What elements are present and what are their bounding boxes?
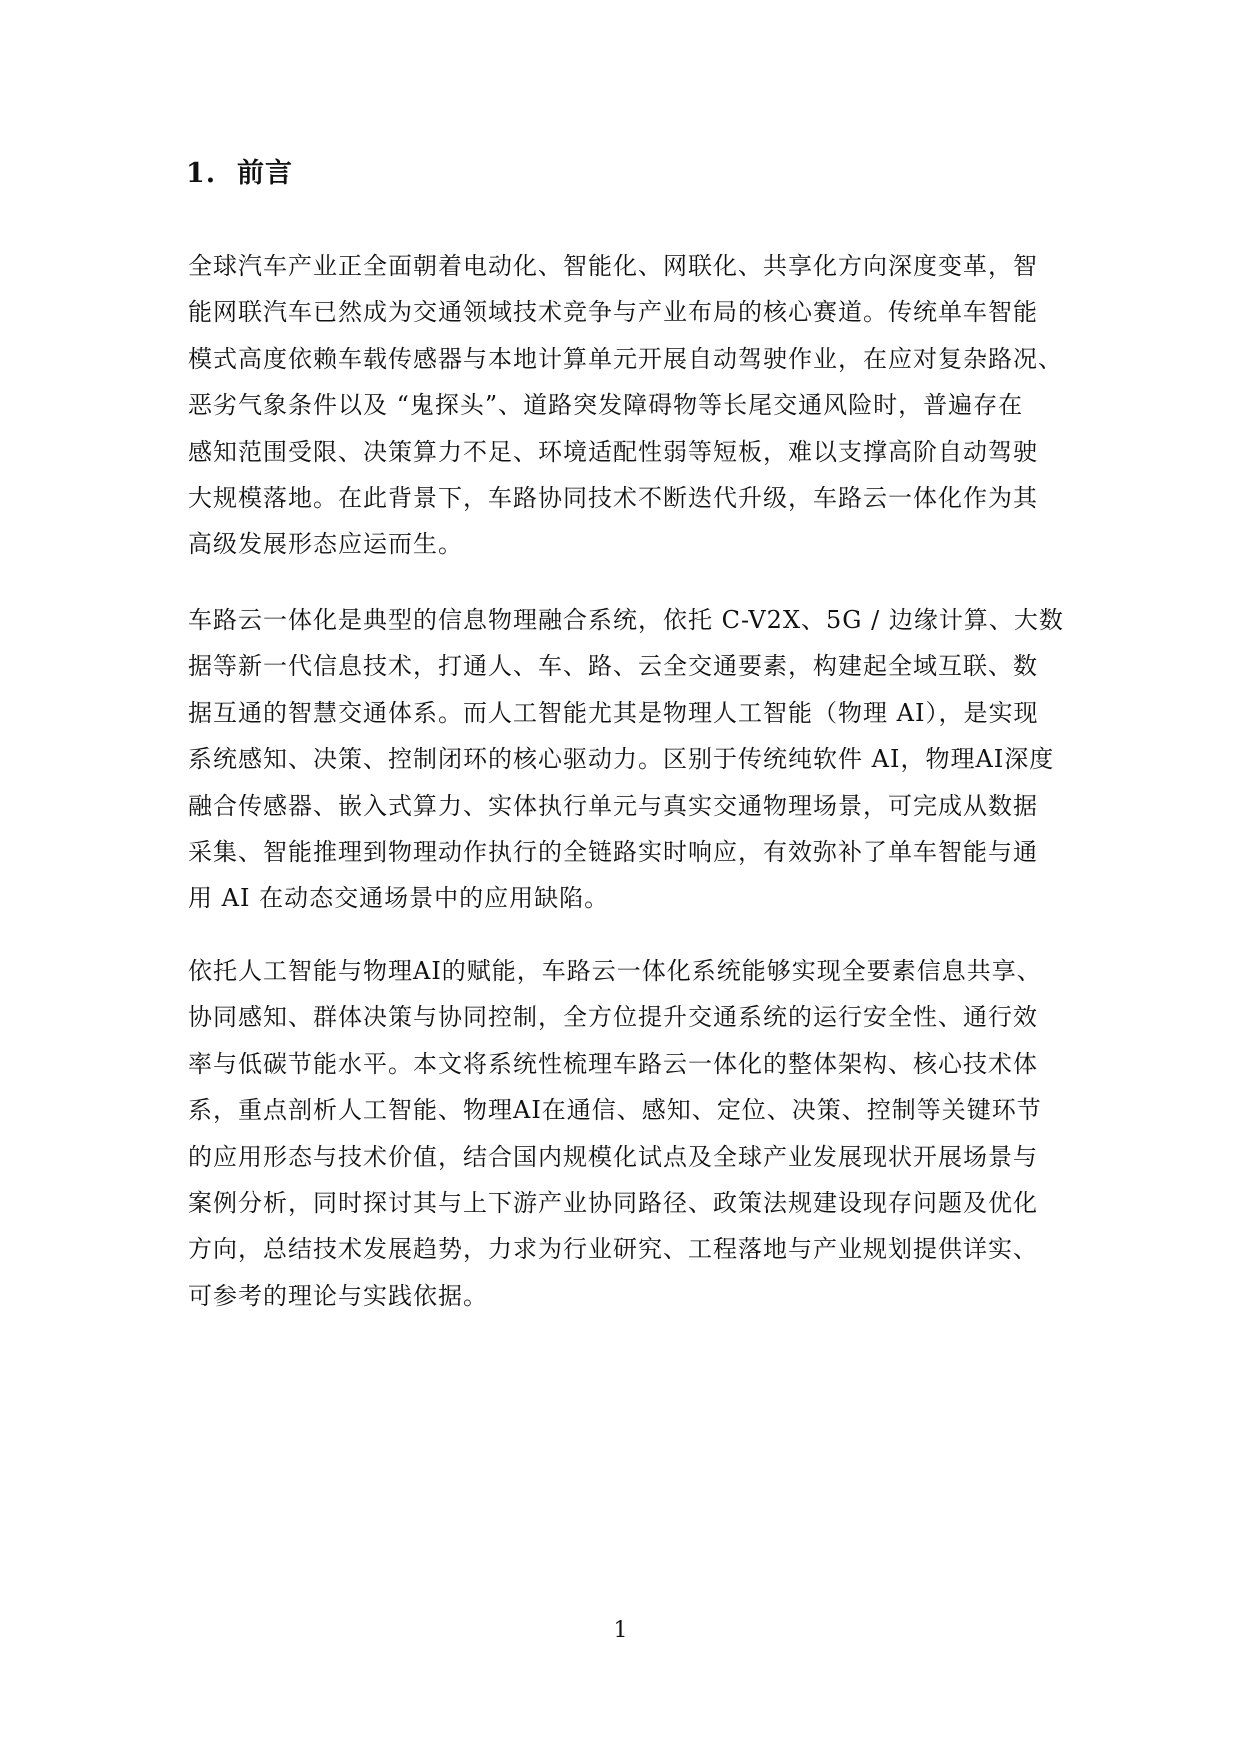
paragraph-line: 依托人工智能与物理AI的赋能，车路云一体化系统能够实现全要素信息共享、 xyxy=(188,957,1042,985)
section-title: 前言 xyxy=(237,158,293,189)
paragraph-line: 模式高度依赖车载传感器与本地计算单元开展自动驾驶作业，在应对复杂路况、 xyxy=(188,344,1063,373)
paragraph-line: 大规模落地。在此背景下，车路协同技术不断迭代升级，车路云一体化作为其 xyxy=(188,484,1038,513)
page-number: 1 xyxy=(613,1618,628,1643)
paragraph-line: 率与低碳节能水平。本文将系统性梳理车路云一体化的整体架构、核心技术体 xyxy=(188,1049,1038,1078)
paragraph-line: 协同感知、群体决策与协同控制，全方位提升交通系统的运行安全性、通行效 xyxy=(188,1003,1038,1032)
paragraph-line: 系，重点剖析人工智能、物理AI在通信、感知、定位、决策、控制等关键环节 xyxy=(188,1096,1042,1125)
paragraph-line: 感知范围受限、决策算力不足、环境适配性弱等短板，难以支撑高阶自动驾驶 xyxy=(188,437,1038,466)
paragraph-line: 的应用形态与技术价值，结合国内规模化试点及全球产业发展现状开展场景与 xyxy=(188,1142,1038,1171)
paragraph-line: 用 AI 在动态交通场景中的应用缺陷。 xyxy=(188,884,610,913)
paragraph-line: 据等新一代信息技术，打通人、车、路、云全交通要素，构建起全域互联、数 xyxy=(188,652,1038,681)
paragraph-line: 全球汽车产业正全面朝着电动化、智能化、网联化、共享化方向深度变革，智 xyxy=(188,252,1038,280)
paragraph-line: 恶劣气象条件以及 “鬼探头”、道路突发障碍物等长尾交通风险时，普遍存在 xyxy=(188,391,1024,420)
paragraph-line: 方向，总结技术发展趋势，力求为行业研究、工程落地与产业规划提供详实、 xyxy=(188,1235,1038,1264)
paragraph-line: 案例分析，同时探讨其与上下游产业协同路径、政策法规建设现存问题及优化 xyxy=(188,1189,1038,1218)
paragraph-intro xyxy=(188,243,1063,568)
section-heading xyxy=(186,156,293,192)
section-number: 1. xyxy=(186,158,217,189)
paragraph-line: 据互通的智慧交通体系。而人工智能尤其是物理人工智能（物理 AI），是实现 xyxy=(188,698,1039,727)
paragraph-line: 车路云一体化是典型的信息物理融合系统，依托 C-V2X、5G / 边缘计算、大数 xyxy=(188,606,1064,634)
paragraph-scope xyxy=(188,948,1050,1319)
paragraph-line: 高级发展形态应运而生。 xyxy=(188,530,463,559)
paragraph-line: 能网联汽车已然成为交通领域技术竞争与产业布局的核心赛道。传统单车智能 xyxy=(188,298,1038,327)
paragraph-line: 采集、智能推理到物理动作执行的全链路实时响应，有效弥补了单车智能与通 xyxy=(188,838,1038,867)
paragraph-line: 融合传感器、嵌入式算力、实体执行单元与真实交通物理场景，可完成从数据 xyxy=(188,791,1038,820)
paragraph-line: 系统感知、决策、控制闭环的核心驱动力。区别于传统纯软件 AI，物理AI深度 xyxy=(188,745,1055,774)
paragraph-line: 可参考的理论与实践依据。 xyxy=(188,1281,488,1310)
paragraph-system xyxy=(188,597,1064,922)
